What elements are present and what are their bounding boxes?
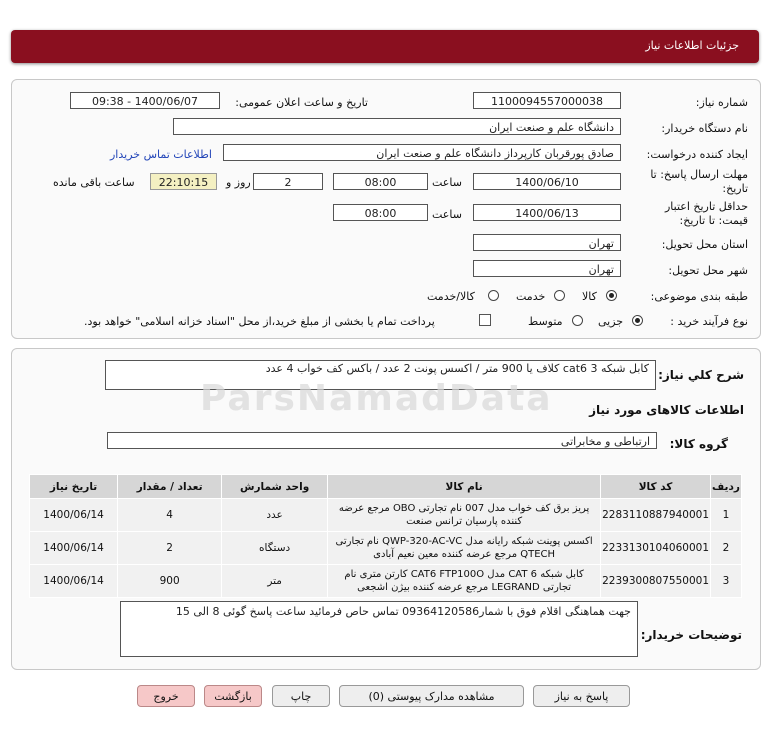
validity-time-label: ساعت — [432, 208, 462, 221]
process-radio-minor[interactable] — [632, 315, 643, 326]
row-index: 3 — [711, 565, 742, 598]
treasury-payment-note: پرداخت تمام یا بخشی از مبلغ خرید،از محل "اسناد خزانه اسلامی" خواهد بود. — [84, 315, 435, 328]
remaining-time-field: 22:10:15 — [150, 173, 217, 190]
validity-date-field: 1400/06/13 — [473, 204, 621, 221]
need-number-label: شماره نیاز: — [695, 96, 748, 109]
process-option-medium: متوسط — [528, 315, 563, 328]
col-index: ردیف — [711, 475, 742, 499]
validity-label-1: حداقل تاریخ اعتبار — [664, 200, 748, 213]
days-field: 2 — [253, 173, 323, 190]
buyer-notes-field: جهت هماهنگی اقلام فوق با شمار09364120586 تماس حاص فرمائید ساعت پاسخ گوئی 8 الی 15 — [120, 601, 638, 657]
row-unit: عدد — [222, 499, 328, 532]
row-qty: 2 — [118, 532, 222, 565]
deadline-date-field: 1400/06/10 — [473, 173, 621, 190]
announce-label: تاریخ و ساعت اعلان عمومی: — [235, 96, 368, 109]
announce-field: 1400/06/07 - 09:38 — [70, 92, 220, 109]
treasury-payment-checkbox[interactable] — [479, 314, 491, 326]
attachments-button[interactable]: مشاهده مدارک پیوستی (0) — [339, 685, 524, 707]
items-table — [29, 474, 742, 598]
need-number-field: 1100094557000038 — [473, 92, 621, 109]
category-radio-goods-service[interactable] — [488, 290, 499, 301]
col-code: کد کالا — [601, 475, 711, 499]
reply-button[interactable]: پاسخ به نیاز — [533, 685, 630, 707]
row-date: 1400/06/14 — [30, 565, 118, 598]
row-unit: متر — [222, 565, 328, 598]
validity-label-2: قیمت: تا تاریخ: — [679, 214, 748, 227]
row-date: 1400/06/14 — [30, 499, 118, 532]
title-bar — [11, 30, 759, 63]
remaining-label: ساعت باقی مانده — [53, 176, 135, 189]
row-date: 1400/06/14 — [30, 532, 118, 565]
buyer-org-label: نام دستگاه خریدار: — [661, 122, 748, 135]
col-unit: واحد شمارش — [222, 475, 328, 499]
delivery-city-field: تهران — [473, 260, 621, 277]
category-radio-service[interactable] — [554, 290, 565, 301]
buyer-notes-label: توضیحات خریدار: — [640, 628, 742, 642]
creator-label: ایجاد کننده درخواست: — [646, 148, 748, 161]
row-name: اکسس پوینت شبکه رایانه مدل QWP-320-AC-VC نام تجارتی QTECH مرجع عرضه کننده معین نعیم آبادی — [328, 532, 601, 565]
table-row — [30, 565, 742, 598]
contact-buyer-link[interactable]: اطلاعات تماس خریدار — [110, 148, 212, 161]
deadline-time-field: 08:00 — [333, 173, 428, 190]
table-row — [30, 499, 742, 532]
group-label: گروه کالا: — [669, 437, 728, 451]
col-date: تاریخ نیاز — [30, 475, 118, 499]
category-option-goods: کالا — [582, 290, 597, 303]
deadline-label-2: تاریخ: — [722, 182, 748, 195]
buyer-org-field: دانشگاه علم و صنعت ایران — [173, 118, 621, 135]
row-index: 2 — [711, 532, 742, 565]
deadline-time-label: ساعت — [432, 176, 462, 189]
table-row — [30, 532, 742, 565]
print-button[interactable]: چاپ — [272, 685, 330, 707]
group-field: ارتباطی و مخابراتی — [107, 432, 657, 449]
exit-button[interactable]: خروج — [137, 685, 195, 707]
category-radio-goods[interactable] — [606, 290, 617, 301]
process-option-minor: جزیی — [598, 315, 624, 328]
page-title: جزئیات اطلاعات نیاز — [645, 39, 739, 52]
deadline-label-1: مهلت ارسال پاسخ: تا — [650, 168, 748, 181]
items-table-header — [30, 475, 742, 499]
category-label: طبقه بندی موضوعی: — [650, 290, 748, 303]
delivery-city-label: شهر محل تحویل: — [668, 264, 748, 277]
row-code: 2233130104060001 — [601, 532, 711, 565]
summary-label: شرح كلي نياز: — [658, 368, 744, 382]
items-heading: اطلاعات کالاهای مورد نیاز — [589, 403, 744, 417]
col-name: نام کالا — [328, 475, 601, 499]
row-qty: 4 — [118, 499, 222, 532]
row-code: 2239300807550001 — [601, 565, 711, 598]
col-qty: تعداد / مقدار — [118, 475, 222, 499]
delivery-province-field: تهران — [473, 234, 621, 251]
process-radio-medium[interactable] — [572, 315, 583, 326]
row-code: 2283110887940001 — [601, 499, 711, 532]
row-name: پریز برق کف خواب مدل 007 نام تجارتی OBO مرجع عرضه کننده پارسیان ترانس صنعت — [328, 499, 601, 532]
creator-field: صادق پورقربان کارپرداز دانشگاه علم و صنعت ایران — [223, 144, 621, 161]
row-unit: دستگاه — [222, 532, 328, 565]
delivery-province-label: استان محل تحویل: — [661, 238, 748, 251]
summary-field: کابل شبکه cat6 3 کلاف یا 900 متر / اکسس پونت 2 عدد / باکس کف خواب 4 عدد — [105, 360, 656, 390]
row-index: 1 — [711, 499, 742, 532]
days-label: روز و — [226, 176, 251, 189]
watermark: ParsNamadData — [200, 378, 553, 419]
row-qty: 900 — [118, 565, 222, 598]
category-option-goods-service: کالا/خدمت — [427, 290, 475, 303]
process-label: نوع فرآیند خرید : — [670, 315, 748, 328]
back-button[interactable]: بازگشت — [204, 685, 262, 707]
row-name: کابل شبکه CAT 6 مدل CAT6 FTP100O کارتن متری نام تجارتی LEGRAND مرجع عرضه کننده بیژن اشجعی — [328, 565, 601, 598]
category-option-service: خدمت — [516, 290, 546, 303]
validity-time-field: 08:00 — [333, 204, 428, 221]
